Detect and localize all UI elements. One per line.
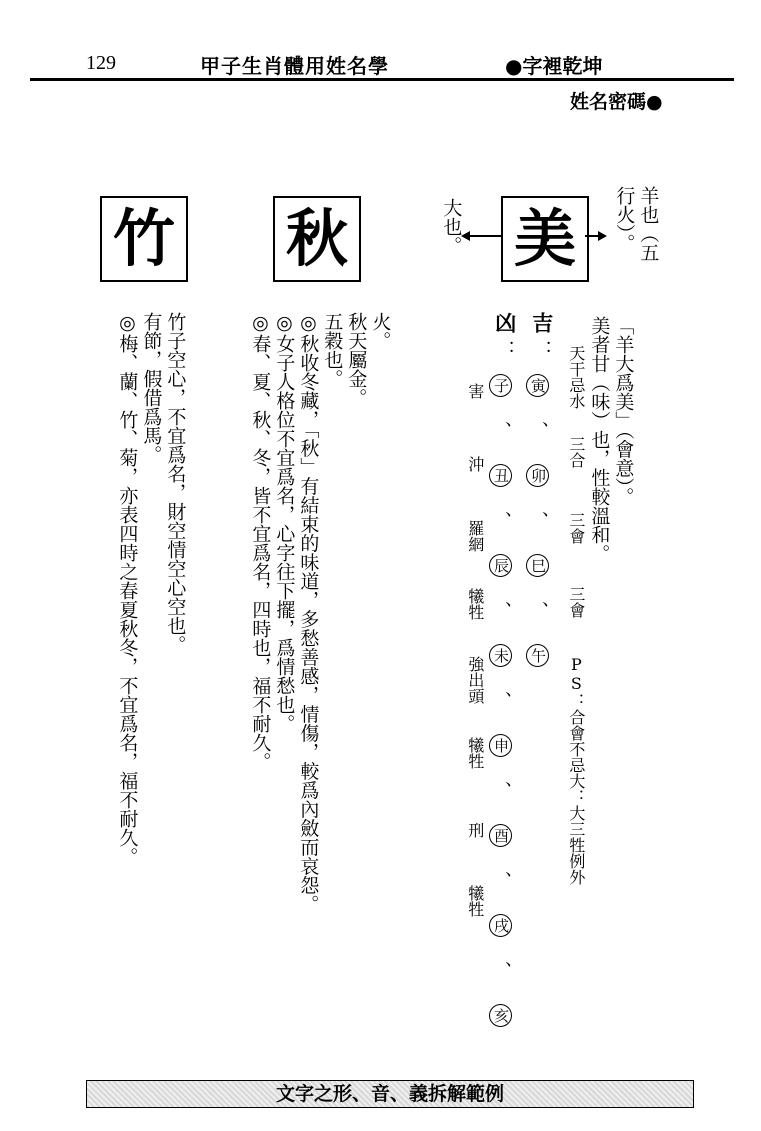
- xiong-label: 凶: [492, 312, 518, 333]
- mei-char: 美: [513, 202, 576, 275]
- mei-right-note-2: 行火）。: [613, 186, 636, 253]
- bad-hai: 害: [465, 383, 485, 399]
- qiu-char-box: [273, 196, 361, 282]
- arrow-shaft-left: [469, 235, 501, 237]
- xiong-sep: 、: [490, 421, 512, 440]
- xiong-branch-wei: 未: [489, 644, 512, 667]
- bad-qiangchutou: 強出頭: [465, 656, 485, 704]
- xiong-sep: 、: [490, 601, 512, 620]
- xiong-branch-hai: 亥: [489, 1004, 512, 1027]
- ji-branch-yin: 寅: [526, 374, 549, 397]
- xiong-branch-chen: 辰: [489, 554, 512, 577]
- qiu-line-2: 秋天屬金。: [345, 312, 368, 407]
- xiong-branch-you: 酉: [489, 824, 512, 847]
- book-title: 甲子生肖體用姓名學: [200, 54, 389, 78]
- bad-luowang: 羅網: [465, 520, 485, 552]
- bad-xisheng-2: 犧牲: [465, 737, 485, 769]
- xiong-sep: 、: [490, 961, 512, 980]
- zhu-line-1: 竹子空心，不宜爲名，財空情空心空也。: [164, 312, 187, 654]
- ji-sep: 、: [527, 421, 549, 440]
- xiong-branch-xu: 戌: [489, 914, 512, 937]
- ji-branch-wu: 午: [526, 644, 549, 667]
- mei-line-3-head: 天干忌水: [566, 345, 586, 409]
- chapter-title: ●字裡乾坤: [505, 54, 603, 78]
- mei-left-arrow: [461, 231, 501, 241]
- header-rule: [30, 78, 734, 81]
- mei-line-1: 「羊大爲美」（會意）。: [612, 316, 635, 506]
- xiong-sep: 、: [490, 781, 512, 800]
- ji-sep: 、: [527, 511, 549, 530]
- mei-right-note-1: 羊也（五: [637, 186, 660, 262]
- footer-banner: [86, 1080, 694, 1108]
- xiong-sep: 、: [490, 511, 512, 530]
- qiu-line-6: ◎春、夏、秋、冬，皆不宜爲名，四時也，福不耐久。: [249, 312, 272, 771]
- ji-label: 吉: [529, 312, 555, 333]
- page-number: 129: [86, 52, 116, 74]
- zhu-char: 竹: [112, 202, 175, 275]
- ji-branch-si: 巳: [526, 554, 549, 577]
- footer-label: 文字之形、音、義拆解範例: [275, 1083, 504, 1105]
- qiu-line-3: 五穀也。: [321, 312, 344, 388]
- xiong-colon: ：: [494, 340, 517, 359]
- mei-char-box: [501, 196, 589, 282]
- xiong-branches: [489, 372, 512, 1029]
- bad-xing: 刑: [465, 822, 485, 838]
- ji-colon: ：: [531, 340, 554, 359]
- section-title: 姓名密碼●: [570, 91, 663, 113]
- arrow-shaft-right: [585, 235, 599, 237]
- mei-line-3-sanhe: 三合: [566, 436, 586, 468]
- arrow-head-right: [598, 231, 607, 241]
- bad-xisheng-1: 犧牲: [465, 588, 485, 620]
- ji-branch-mao: 卯: [526, 464, 549, 487]
- ji-sep: 、: [527, 601, 549, 620]
- qiu-char: 秋: [285, 202, 348, 275]
- xiong-branch-chou: 丑: [489, 464, 512, 487]
- zhu-char-box: [100, 196, 188, 282]
- qiu-line-5: ◎女子人格位不宜爲名，心字往下擺，爲情愁也。: [273, 312, 296, 733]
- ji-branches: [526, 372, 549, 669]
- xiong-branch-zi: 子: [489, 374, 512, 397]
- mei-right-arrow: [585, 231, 607, 241]
- xiong-sep: 、: [490, 691, 512, 710]
- xiong-sep: 、: [490, 871, 512, 890]
- mei-line-2: 美者甘（味）也，性較溫和。: [588, 316, 611, 563]
- bad-xisheng-3: 犧牲: [465, 885, 485, 917]
- mei-line-3-sanhui-2: 三會: [566, 586, 586, 618]
- qiu-line-4: ◎秋收冬藏，「秋」有結束的味道，多愁善感，情傷，較爲內斂而哀怨。: [297, 312, 320, 914]
- zhu-line-2: 有節，假借爲馬。: [140, 312, 163, 464]
- mei-ps-note: PS：合會不忌大：大三牲例外: [566, 655, 586, 885]
- xiong-branch-shen: 申: [489, 734, 512, 757]
- bad-chong: 沖: [465, 456, 485, 472]
- qiu-line-1: 火。: [369, 312, 392, 350]
- mei-left-note: 大也。: [440, 198, 463, 255]
- zhu-line-3: ◎梅、蘭、竹、菊，亦表四時之春夏秋冬，不宜爲名，福不耐久。: [116, 312, 139, 866]
- mei-line-3-sanhui-1: 三會: [566, 512, 586, 544]
